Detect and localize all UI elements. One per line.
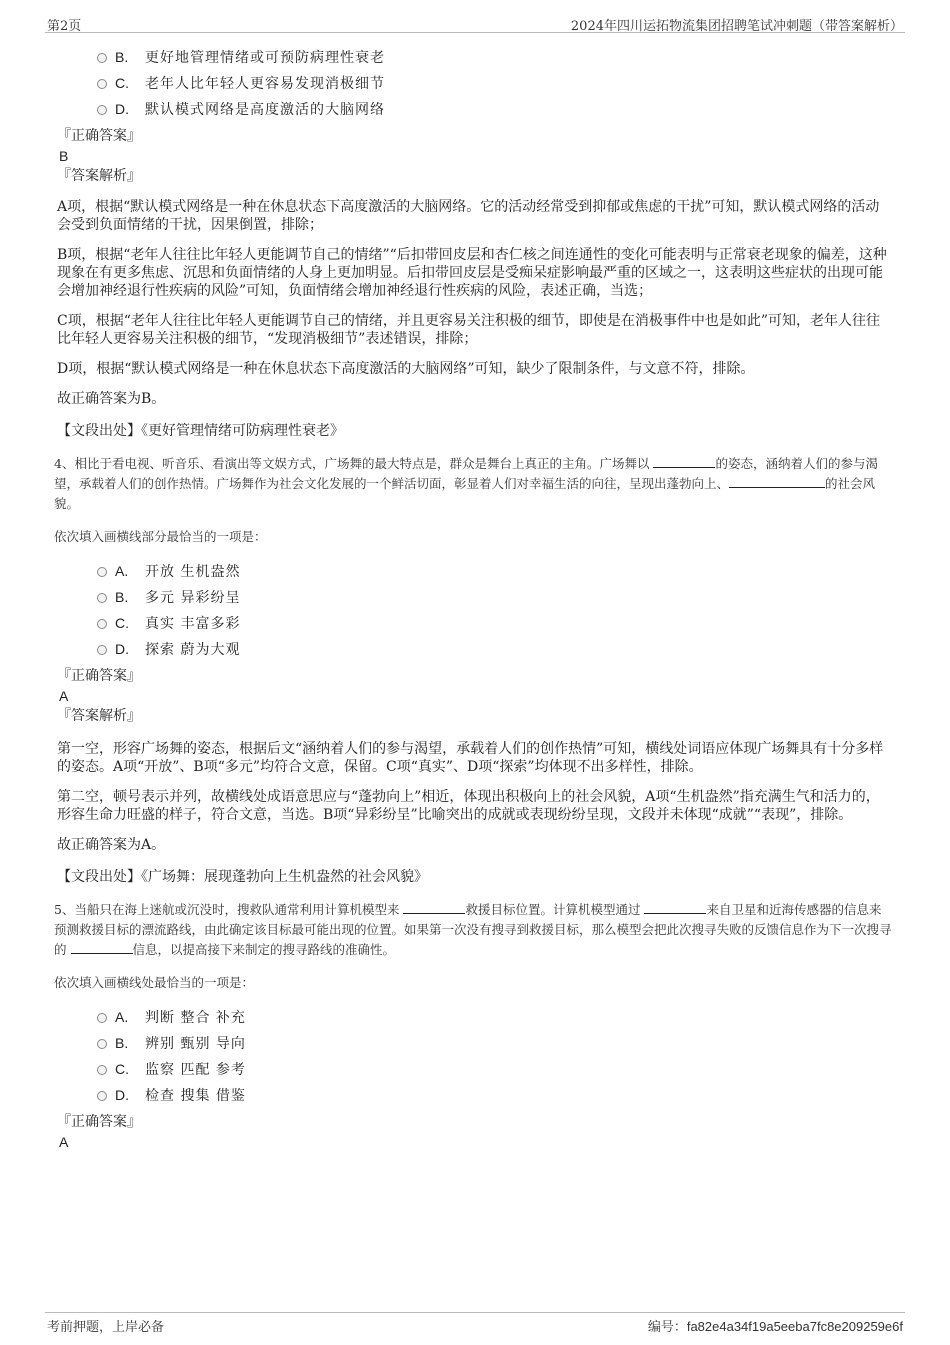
page-number: 第2页 <box>47 19 82 34</box>
fill-blank <box>653 455 715 468</box>
answer-value: A <box>59 688 69 704</box>
analysis-paragraph: 第二空，顿号表示并列，故横线处成语意思应与“蓬勃向上”相近，体现出积极向上的社会风貌，A项“生机盎然”指充满生气和活力的，形容生命力旺盛的样子，符合文意，当选。B项“异彩纷呈”比喻突出的成就或表现纷纷呈现，文段并未体现“成就”“表现”，排除。 <box>57 789 880 823</box>
analysis-paragraph: B项，根据“老年人往往比年轻人更能调节自己的情绪”“后扣带回皮层和杏仁核之间连通性的变化可能表明与正常衰老现象的偏差，这种现象在有更多焦虑、沉思和负面情绪的人身上更加明显。后扣带回皮层是受痴呆症影响最严重的区域之一，这表明这些症状的出现可能会增加神经退行性疾病的风险”可知，负面情绪会增加神经退行性疾病的风险，表述正确，当选； <box>57 247 887 299</box>
option-d[interactable]: D. 探索 蔚为大观 <box>57 636 893 662</box>
radio-icon[interactable] <box>97 1065 107 1075</box>
option-d[interactable]: D. 检查 搜集 借鉴 <box>57 1082 893 1108</box>
option-c[interactable]: C. 监察 匹配 参考 <box>57 1056 893 1082</box>
radio-icon[interactable] <box>97 1013 107 1023</box>
option-b[interactable]: B. 多元 异彩纷呈 <box>57 584 893 610</box>
answer-label: 『正确答案』 <box>57 668 141 684</box>
radio-icon[interactable] <box>97 53 107 63</box>
page-footer <box>45 1312 905 1335</box>
radio-icon[interactable] <box>97 593 107 603</box>
radio-icon[interactable] <box>97 105 107 115</box>
fill-blank <box>644 901 706 914</box>
question-5-prompt: 依次填入画横线处最恰当的一项是： <box>54 975 255 990</box>
analysis-paragraph: 第一空，形容广场舞的姿态，根据后文“涵纳着人们的参与渴望，承载着人们的创作热情”可知，横线处词语应体现广场舞具有十分多样的姿态。A项“开放”、B项“多元”均符合文意，保留。C项“真实”、D项“探索”均体现不出多样性，排除。 <box>57 741 884 775</box>
question-5-text: 5、当船只在海上迷航或沉没时，搜救队通常利用计算机模型来 救援目标位置。计算机模型通过 来自卫星和近海传感器的信息来预测救援目标的漂流路线，由此确定该目标最可能出现的位置。如果第一次没有搜寻到救援目标，那么模型会把此次搜寻失败的反馈信息作为下一次搜寻的 信息，以提高接下来制定的搜寻路线的准确性。 <box>54 902 892 957</box>
document-body <box>54 44 893 1152</box>
analysis-paragraph: A项，根据“默认模式网络是一种在休息状态下高度激活的大脑网络。它的活动经常受到抑郁或焦虑的干扰”可知，默认模式网络的活动会受到负面情绪的干扰，因果倒置，排除； <box>57 199 880 233</box>
fill-blank <box>71 941 133 954</box>
document-title: 2024年四川运拓物流集团招聘笔试冲刺题（带答案解析） <box>570 19 903 34</box>
option-d[interactable]: D. 默认模式网络是高度激活的大脑网络 <box>57 96 893 122</box>
radio-icon[interactable] <box>97 645 107 655</box>
source-citation: 【文段出处】《更好管理情绪可防病理性衰老》 <box>57 423 344 439</box>
radio-icon[interactable] <box>97 79 107 89</box>
fill-blank <box>729 475 825 488</box>
q5-options <box>57 1004 893 1108</box>
answer-value: B <box>59 148 69 164</box>
q3-options <box>57 44 893 122</box>
analysis-label: 『答案解析』 <box>57 168 141 184</box>
question-4-text: 4、相比于看电视、听音乐、看演出等文娱方式，广场舞的最大特点是，群众是舞台上真正的主角。广场舞以 的姿态，涵纳着人们的参与渴望，承载着人们的创作热情。广场舞作为社会文化发展的一个鲜活切面，彰显着人们对幸福生活的向往，呈现出蓬勃向上、 的社会风貌。 <box>54 456 878 511</box>
q4-options <box>57 558 893 662</box>
analysis-paragraph: D项，根据“默认模式网络是一种在休息状态下高度激活的大脑网络”可知，缺少了限制条件，与文意不符，排除。 <box>57 361 755 377</box>
radio-icon[interactable] <box>97 1039 107 1049</box>
analysis-conclusion: 故正确答案为A。 <box>57 837 166 853</box>
radio-icon[interactable] <box>97 1091 107 1101</box>
analysis-paragraph: C项，根据“老年人往往比年轻人更能调节自己的情绪，并且更容易关注积极的细节，即使是在消极事件中也是如此”可知，老年人往往比年轻人更容易关注积极的细节，“发现消极细节”表述错误，排除； <box>57 313 881 347</box>
source-citation: 【文段出处】《广场舞：展现蓬勃向上生机盎然的社会风貌》 <box>57 869 428 885</box>
answer-label: 『正确答案』 <box>57 1114 141 1130</box>
radio-icon[interactable] <box>97 619 107 629</box>
option-a[interactable]: A. 开放 生机盎然 <box>57 558 893 584</box>
footer-slogan: 考前押题，上岸必备 <box>47 1320 165 1335</box>
option-a[interactable]: A. 判断 整合 补充 <box>57 1004 893 1030</box>
answer-value: A <box>59 1134 69 1150</box>
page-header <box>45 12 905 33</box>
analysis-label: 『答案解析』 <box>57 708 141 724</box>
question-4-prompt: 依次填入画横线部分最恰当的一项是： <box>54 529 267 544</box>
fill-blank <box>403 901 465 914</box>
answer-label: 『正确答案』 <box>57 128 141 144</box>
analysis-conclusion: 故正确答案为B。 <box>57 391 166 407</box>
option-b[interactable]: B. 辨别 甄别 导向 <box>57 1030 893 1056</box>
option-b[interactable]: B. 更好地管理情绪或可预防病理性衰老 <box>57 44 893 70</box>
radio-icon[interactable] <box>97 567 107 577</box>
option-c[interactable]: C. 真实 丰富多彩 <box>57 610 893 636</box>
option-c[interactable]: C. 老年人比年轻人更容易发现消极细节 <box>57 70 893 96</box>
document-id: 编号：fa82e4a34f19a5eeba7fc8e209259e6f <box>647 1319 903 1334</box>
